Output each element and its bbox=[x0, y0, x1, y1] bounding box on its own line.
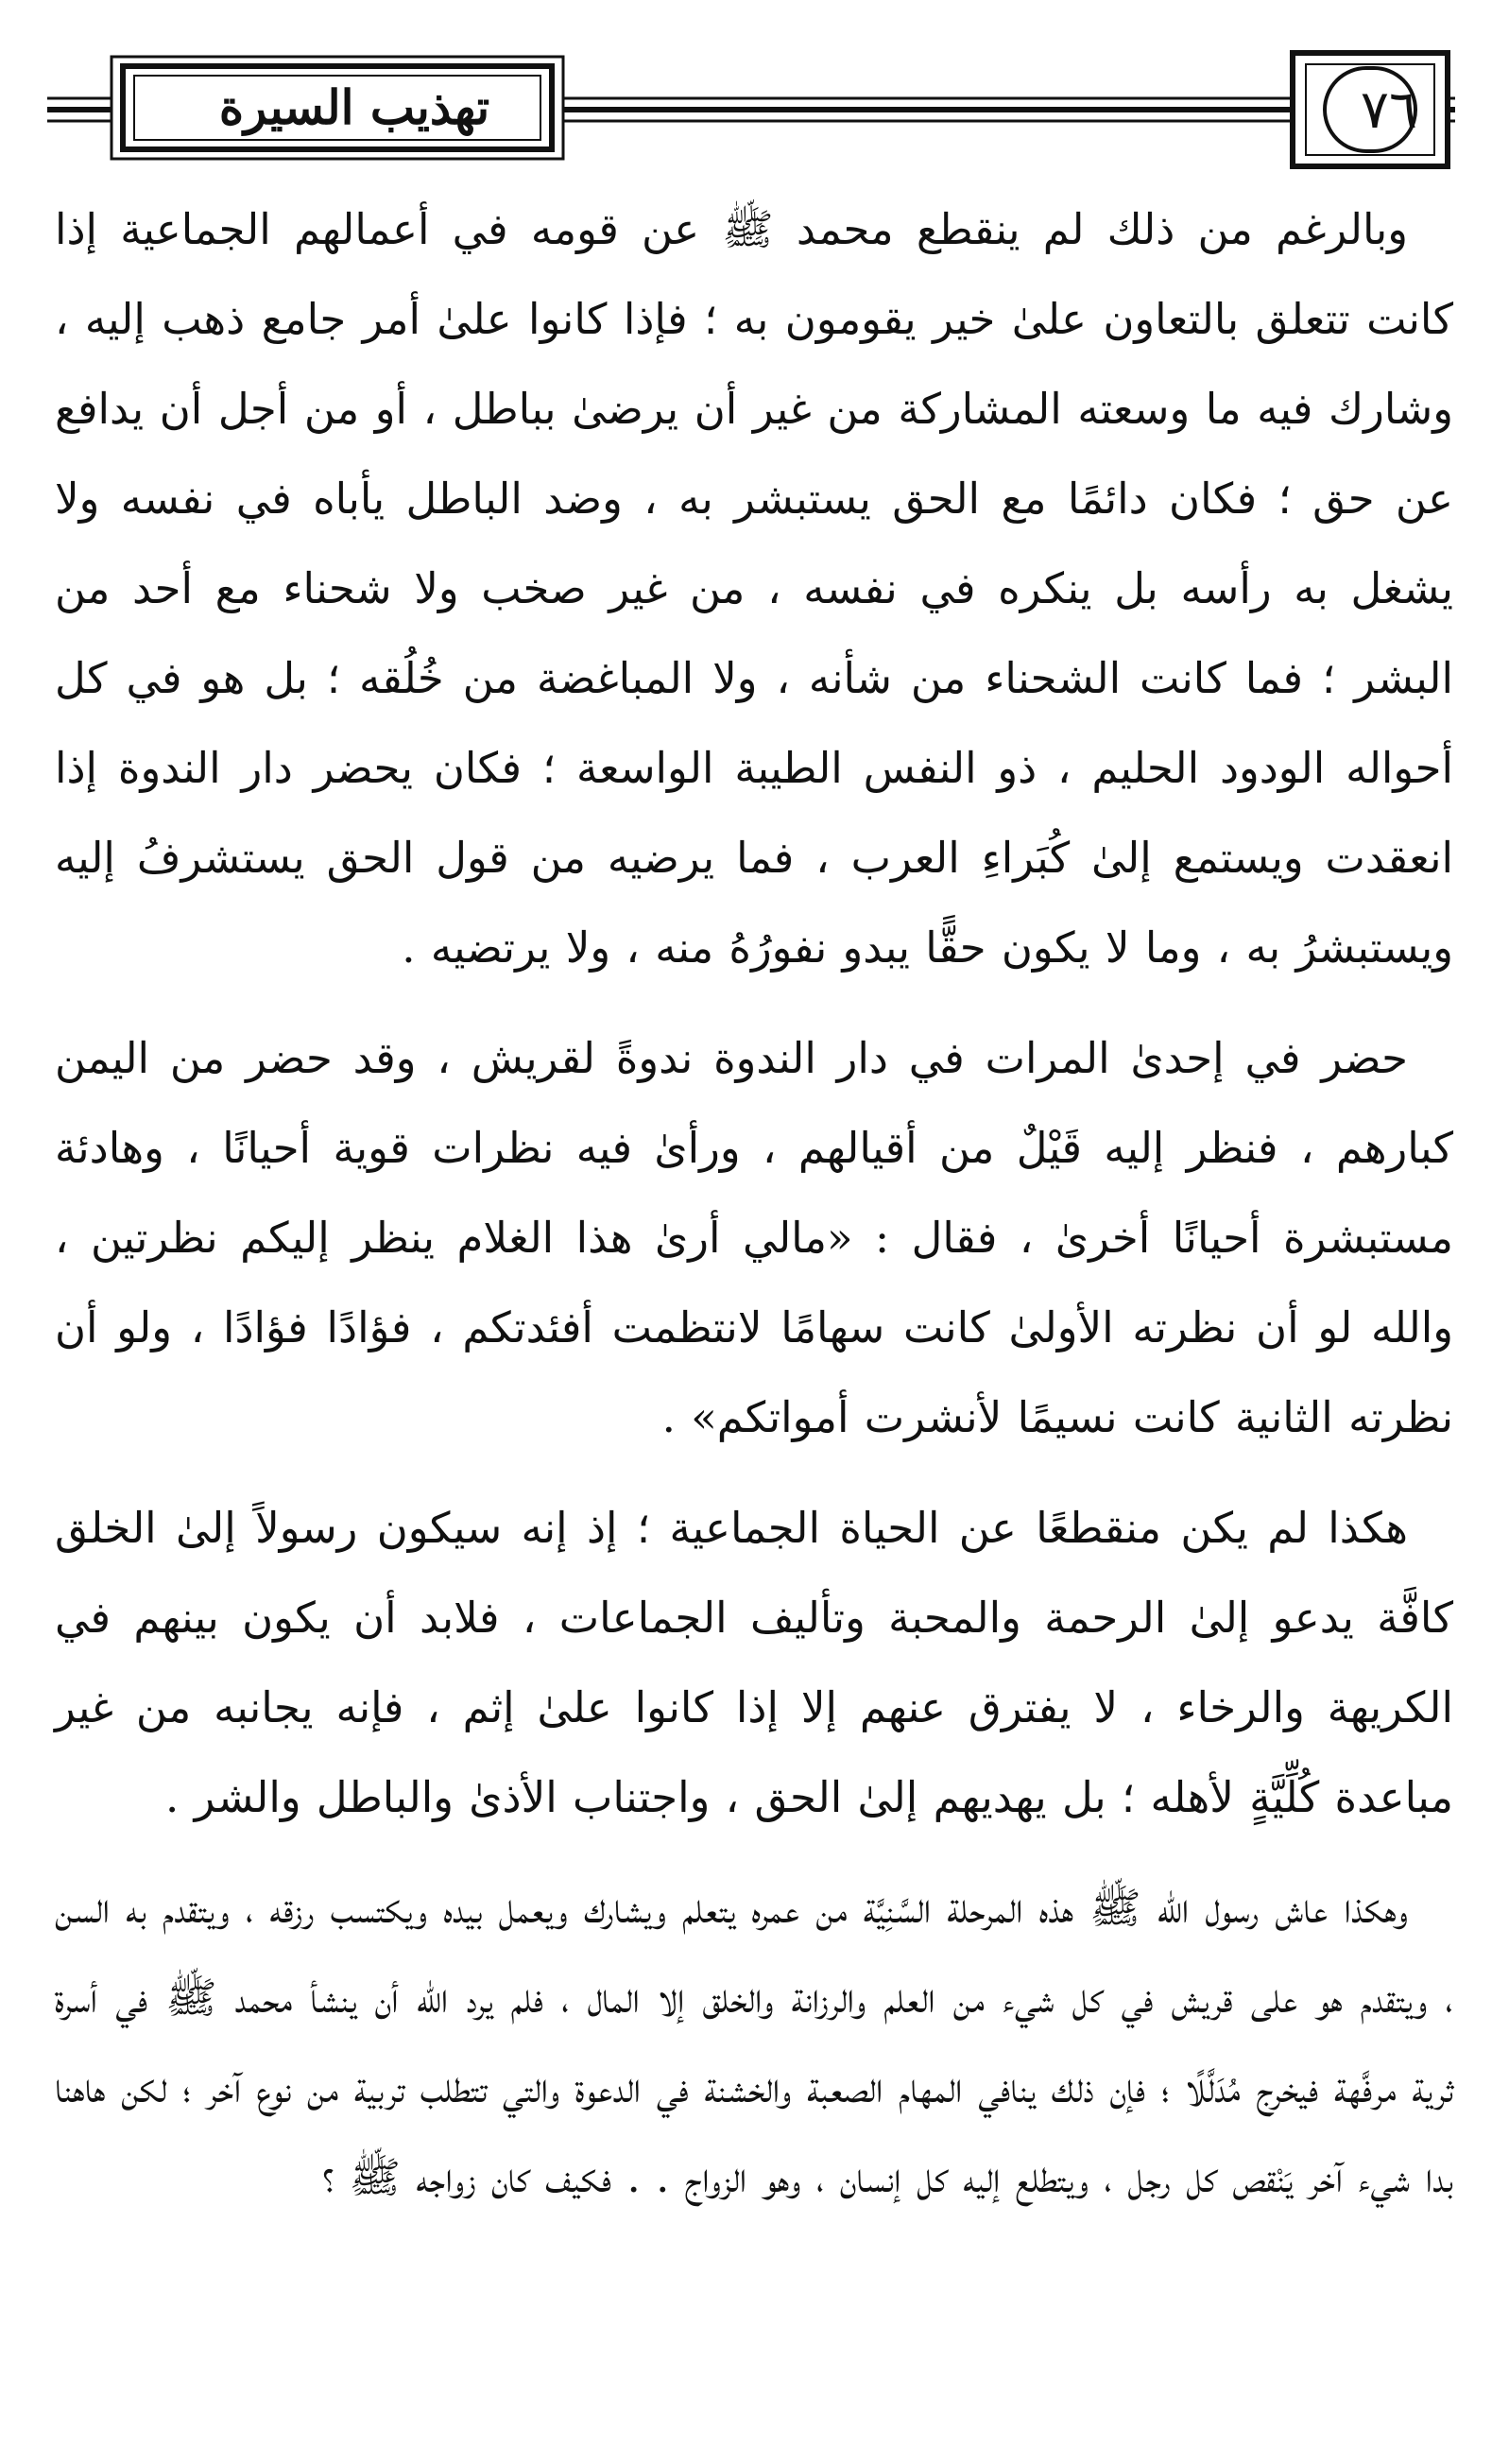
paragraph: وبالرغم من ذلك لم ينقطع محمد ﷺ عن قومه في أعمالهم الجماعية إذا كانت تتعلق بالتعاون علىٰ خير يقومون به ؛ فإذا كانوا علىٰ أمر جامع ذهب إليه ، وشارك فيه ما وسعته المشاركة من غير أن يرضىٰ بباطل ، أو من أجل أن يدافع عن حق ؛ فكان دائمًا مع الحق يستبشر به ، وضد الباطل يأباه في نفسه ولا يشغل به رأسه بل ينكره في نفسه ، من غير صخب ولا شحناء مع أحد من البشر ؛ فما كانت الشحناء من شأنه ، ولا المباغضة من خُلُقه ؛ بل هو في كل أحواله الودود الحليم ، ذو النفس الطيبة الواسعة ؛ فكان يحضر دار الندوة إذا انعقدت ويستمع إلىٰ كُبَراءِ العرب ، فما يرضيه من قول الحق يستشرفُ إليه ويستبشرُ به ، وما لا يكون حقًّا يبدو نفورُهُ منه ، ولا يرتضيه . bbox=[55, 204, 1453, 973]
page-header bbox=[47, 49, 1465, 170]
paragraph: حضر في إحدىٰ المرات في دار الندوة ندوةً لقريش ، وقد حضر من اليمن كبارهم ، فنظر إليه قَيْلٌ من أقيالهم ، ورأىٰ فيه نظرات قوية أحيانًا ، وهادئة مستبشرة أحيانًا أخرىٰ ، فقال : «مالي أرىٰ هذا الغلام ينظر إليكم نظرتين ، والله لو أن نظرته الأولىٰ كانت سهامًا لانتظمت أفئدتكم ، فؤادًا فؤادًا ، ولو أن نظرته الثانية كانت نسيمًا لأنشرت أمواتكم» . bbox=[55, 1033, 1453, 1442]
main-text bbox=[55, 184, 1453, 2222]
paragraph: وهكذا عاش رسول الله ﷺ هذه المرحلة السَّنِيَّة من عمره يتعلم ويشارك ويعمل بيده ويكتسب رزقه ، ويتقدم به السن ، ويتقدم هو على قريش في كل شيء من العلم والرزانة والخلق إلا المال ، فلم يرد الله أن ينشأ محمد ﷺ في أسرة ثرية مرفَّهة فيخرج مُدَلَّلًا ؛ فإن ذلك ينافي المهام الصعبة والخشنة في الدعوة والتي تتطلب تربية من نوع آخر ؛ لكن هاهنا بدا شيء آخر يَنْقص كل رجل ، ويتطلع إليه كل إنسان ، وهو الزواج . . فكيف كان زواجه ﷺ ؟ bbox=[55, 1883, 1453, 2202]
book-title: تهذيب السيرة bbox=[218, 78, 490, 135]
paragraph: هكذا لم يكن منقطعًا عن الحياة الجماعية ؛ إذ إنه سيكون رسولاً إلىٰ الخلق كافَّة يدعو إلىٰ الرحمة والمحبة وتأليف الجماعات ، فلابد أن يكون بينهم في الكريهة والرخاء ، لا يفترق عنهم إلا إذا كانوا علىٰ إثم ، فإنه يجانبه من غير مباعدة كُلِّيَّةٍ لأهله ؛ بل يهديهم إلىٰ الحق ، واجتناب الأذىٰ والباطل والشر . bbox=[55, 1503, 1453, 1822]
page-number: ٧٦ bbox=[1360, 78, 1418, 141]
